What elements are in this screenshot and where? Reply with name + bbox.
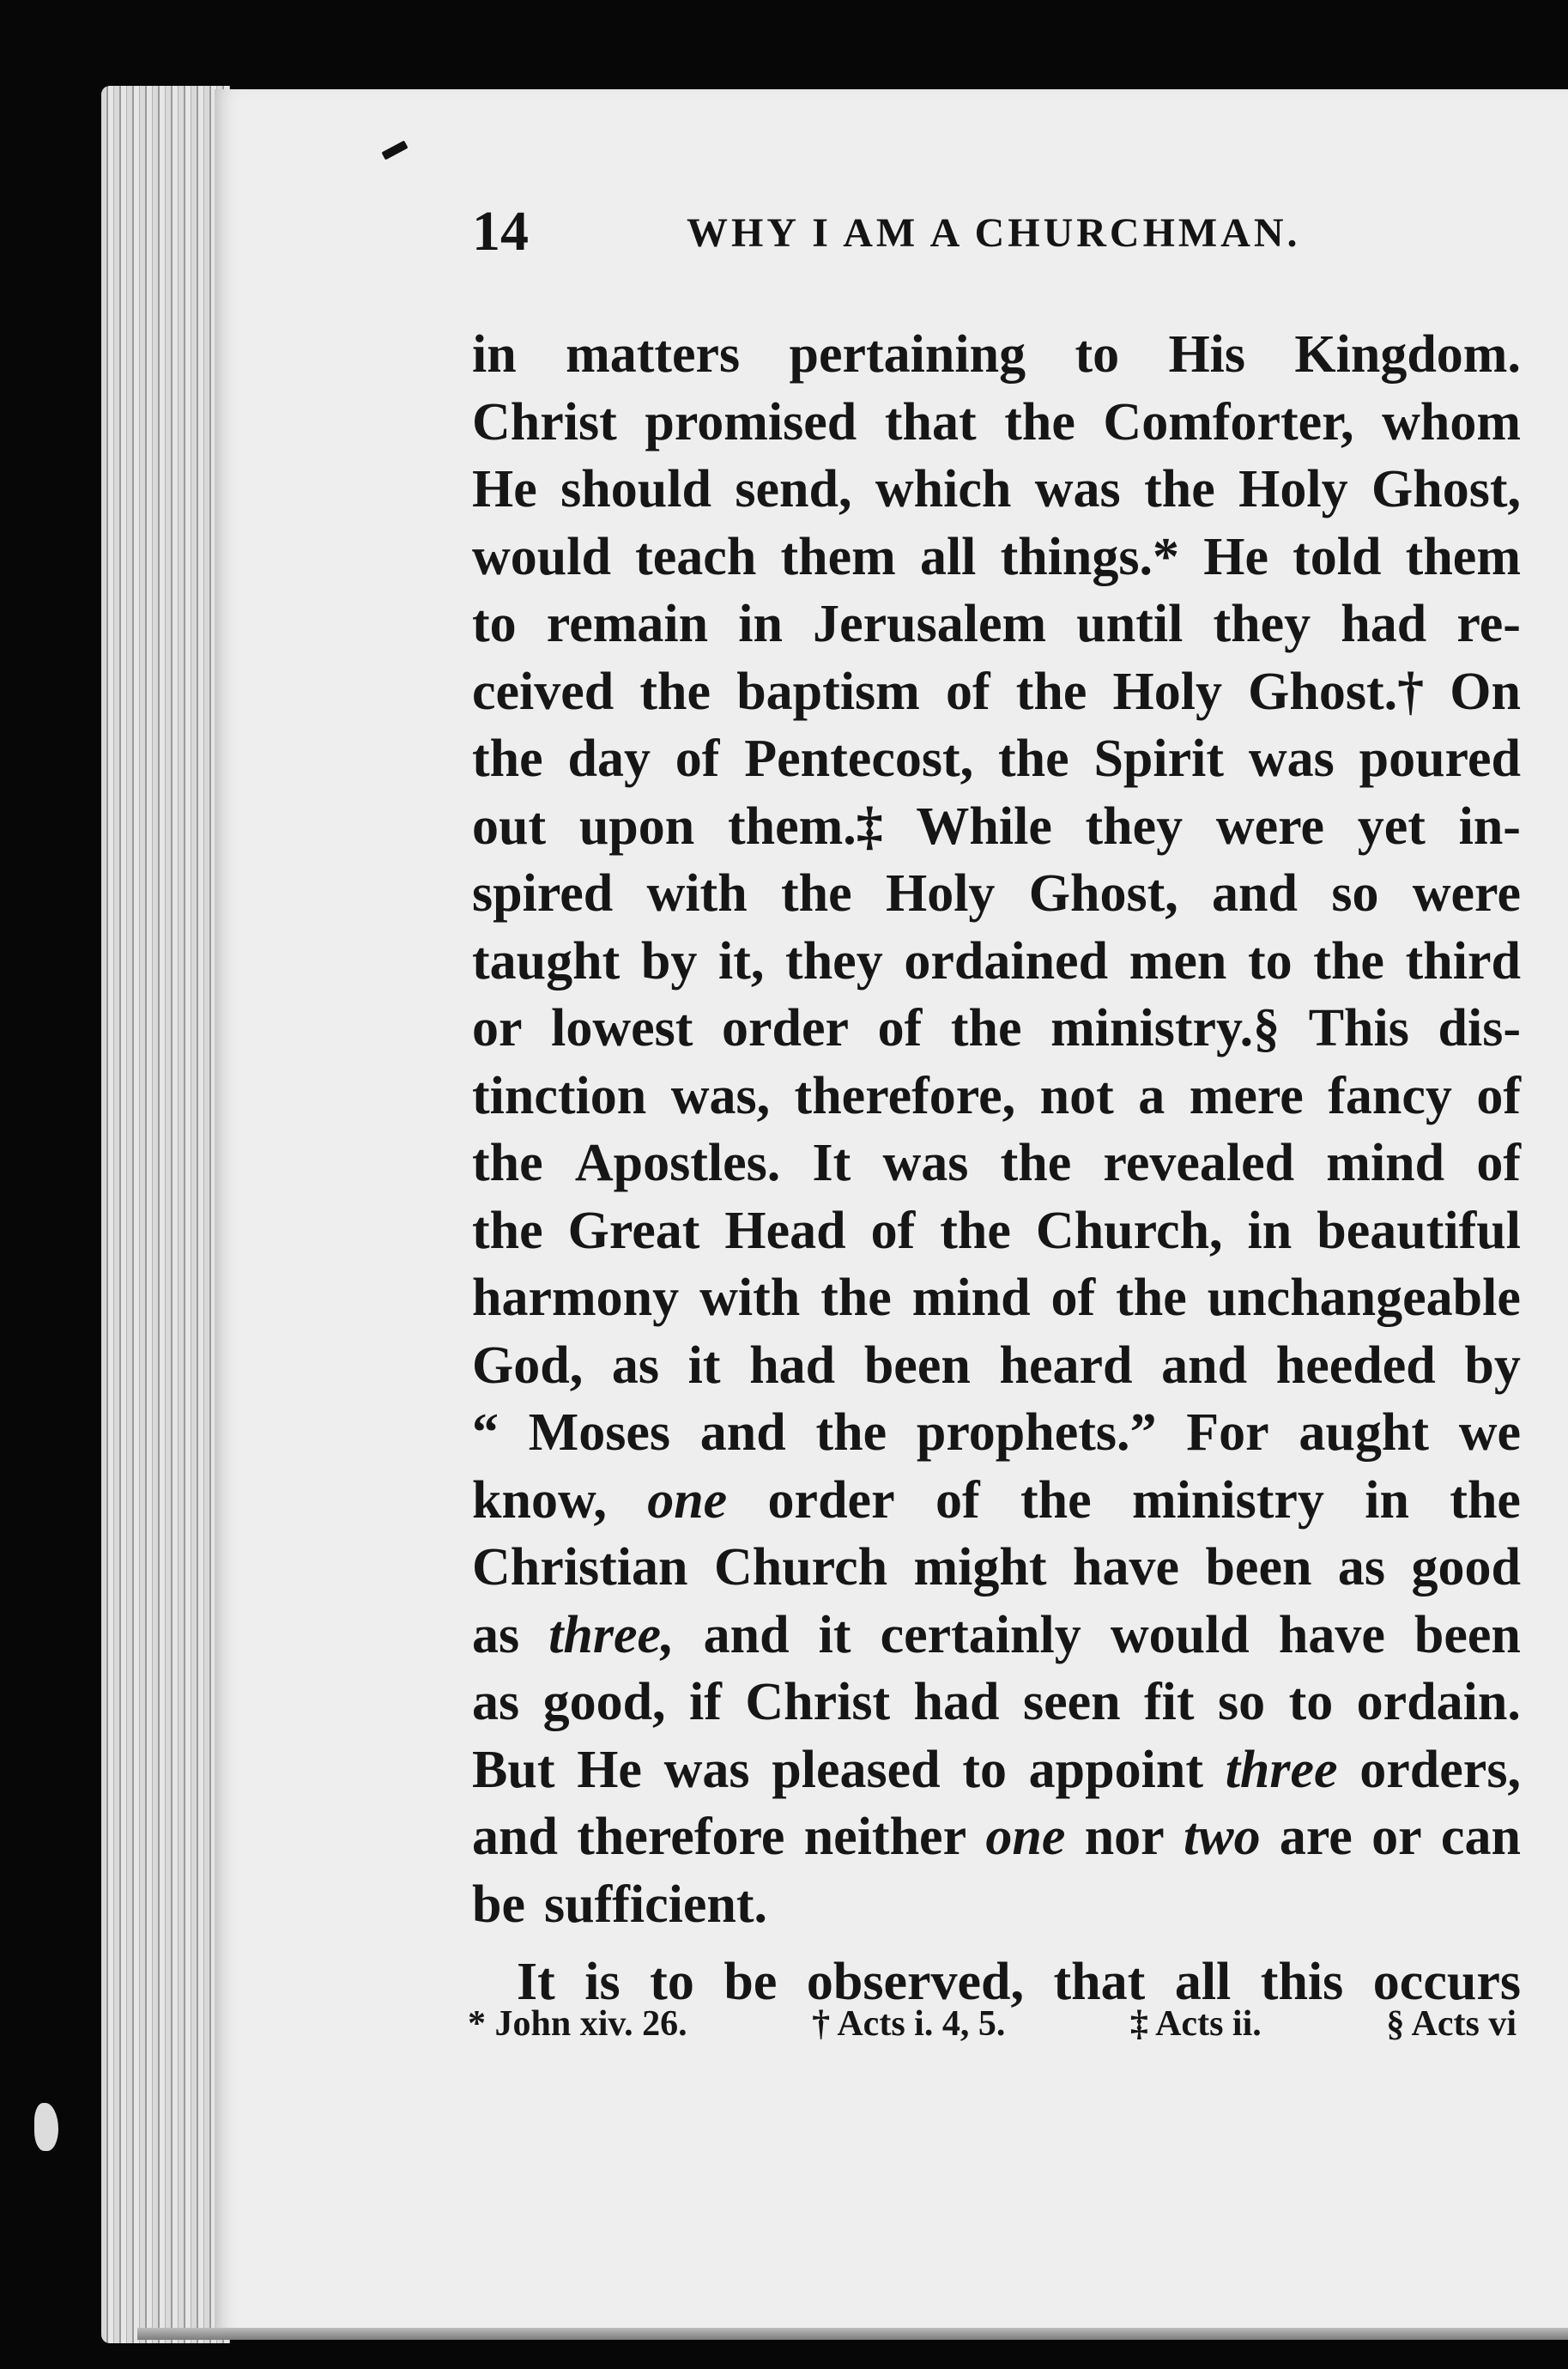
word: this <box>1260 1953 1344 2011</box>
word: Head <box>724 1201 846 1260</box>
word: Pentecost, <box>744 730 974 788</box>
word: had <box>749 1336 836 1395</box>
margin-speck <box>34 2103 58 2151</box>
word: with <box>699 1269 801 1327</box>
word: we <box>1458 1403 1521 1462</box>
word: of <box>945 662 990 721</box>
word: taught <box>472 931 621 991</box>
word: ceived <box>472 662 614 721</box>
word: Ghost, <box>1028 864 1178 923</box>
word: are <box>1279 1808 1353 1866</box>
text-line <box>472 1399 1521 1467</box>
word: the <box>1004 392 1075 451</box>
word: On <box>1450 662 1521 721</box>
word: and <box>472 1808 558 1866</box>
word: re- <box>1456 595 1521 653</box>
word: pleased <box>772 1740 941 1799</box>
word: therefore <box>577 1808 785 1866</box>
word: them.‡ <box>727 797 883 856</box>
word: tinction <box>472 1066 647 1125</box>
word: or <box>472 999 523 1057</box>
text-line <box>472 1467 1521 1535</box>
word: Spirit <box>1093 730 1225 788</box>
text-line <box>472 1736 1521 1804</box>
word: mind <box>911 1269 1031 1327</box>
word: promised <box>645 392 857 451</box>
word: have <box>1278 1605 1385 1664</box>
running-title: WHY I AM A CHURCHMAN. <box>687 210 1301 256</box>
word: matters <box>566 325 741 384</box>
word: in <box>1247 1201 1293 1260</box>
word: day <box>567 730 651 788</box>
word: and <box>703 1605 790 1664</box>
word: was <box>1248 730 1335 788</box>
word: they <box>1085 797 1184 856</box>
word: mind <box>1326 1134 1445 1192</box>
word: so <box>1218 1673 1266 1731</box>
word: of <box>1476 1066 1521 1125</box>
word: and <box>699 1403 786 1462</box>
word: the <box>1313 931 1384 991</box>
word: and <box>1212 864 1298 923</box>
word: Church <box>713 1538 888 1596</box>
word: mere <box>1189 1066 1304 1125</box>
word: Christ <box>745 1673 891 1731</box>
footnote: † Acts i. 4, 5. <box>812 2004 1006 2044</box>
word: the <box>1020 1470 1092 1530</box>
word: order <box>767 1470 895 1530</box>
word: might <box>913 1538 1047 1596</box>
word: seen <box>1022 1673 1121 1731</box>
word: ordained <box>904 931 1109 991</box>
word: Holy <box>1238 460 1348 518</box>
word: one <box>985 1808 1066 1866</box>
word: to <box>962 1740 1007 1799</box>
word: two <box>1183 1808 1261 1866</box>
word: observed, <box>806 1953 1025 2011</box>
word: that <box>884 392 977 451</box>
word: Apostles. <box>574 1134 781 1192</box>
word: Holy <box>1112 662 1222 721</box>
word: not <box>1039 1066 1114 1125</box>
text-line <box>472 793 1521 861</box>
word: until <box>1076 595 1184 653</box>
word: by <box>640 931 698 991</box>
word: Great <box>567 1201 700 1260</box>
text-line <box>472 591 1521 658</box>
word: It <box>812 1134 851 1192</box>
word: the <box>472 1201 543 1260</box>
word: were <box>1412 864 1521 923</box>
word: to <box>1288 1673 1334 1731</box>
word: yet <box>1357 797 1426 856</box>
word: all <box>919 527 977 586</box>
body-text <box>472 321 1521 2016</box>
word: it, <box>718 931 765 991</box>
word: poured <box>1359 730 1521 788</box>
word: For <box>1186 1403 1269 1462</box>
word: Comforter, <box>1103 392 1354 451</box>
text-line <box>472 1669 1521 1736</box>
word: the <box>472 1134 543 1192</box>
text-line <box>472 928 1521 996</box>
word: Ghost, <box>1371 460 1521 518</box>
text-line <box>472 1534 1521 1602</box>
word: nor <box>1084 1808 1165 1866</box>
word: to <box>1248 931 1293 991</box>
word: of <box>1050 1269 1096 1327</box>
word: as <box>1337 1538 1386 1596</box>
word: It <box>517 1953 555 2011</box>
word: should <box>560 460 711 518</box>
word: of <box>870 1201 916 1260</box>
word: would <box>472 527 611 586</box>
word: the <box>1144 460 1215 518</box>
word: told <box>1293 527 1382 586</box>
text-line <box>472 524 1521 591</box>
word: was <box>663 1740 750 1799</box>
word: unchangeable <box>1207 1269 1521 1327</box>
word: if <box>689 1673 722 1731</box>
word: baptism <box>736 662 920 721</box>
text-line <box>472 456 1521 524</box>
word: fancy <box>1328 1066 1452 1125</box>
word: He <box>577 1740 642 1799</box>
word: had <box>1341 595 1427 653</box>
word: so <box>1331 864 1379 923</box>
text-line <box>472 860 1521 928</box>
word: remain <box>546 595 709 653</box>
page-edges <box>101 86 230 2343</box>
text-line <box>472 1332 1521 1400</box>
word: were <box>1215 797 1325 856</box>
word: neither <box>803 1808 967 1866</box>
word: they <box>785 931 883 991</box>
word: by <box>1464 1336 1521 1395</box>
text-line <box>472 995 1521 1063</box>
word: was, <box>670 1066 771 1125</box>
word: have <box>1072 1538 1179 1596</box>
word: certainly <box>880 1605 1081 1664</box>
text-line <box>472 1871 1521 1939</box>
text-line <box>472 1063 1521 1130</box>
word: the <box>1015 662 1087 721</box>
word: He <box>1203 527 1268 586</box>
word: men <box>1129 931 1227 991</box>
word: was <box>882 1134 969 1192</box>
footnote: ‡ Acts ii. <box>1129 2004 1262 2044</box>
word: He <box>472 460 537 518</box>
word: of <box>675 730 720 788</box>
word: aught <box>1299 1403 1429 1462</box>
word: of <box>877 999 923 1057</box>
word: appoint <box>1028 1740 1203 1799</box>
word: occurs <box>1372 1953 1521 2011</box>
word: Kingdom. <box>1294 325 1521 384</box>
word: good <box>1411 1538 1521 1596</box>
word: the <box>1116 1269 1187 1327</box>
word: heard <box>999 1336 1133 1395</box>
word: dis- <box>1438 999 1521 1057</box>
word: teach <box>635 527 757 586</box>
word: While <box>916 797 1052 856</box>
word: in- <box>1458 797 1521 856</box>
word: sufficient. <box>544 1875 768 1934</box>
word: a <box>1138 1066 1165 1125</box>
word: be <box>472 1875 525 1934</box>
word: to <box>472 595 517 653</box>
text-line <box>472 389 1521 457</box>
word: as <box>472 1605 520 1664</box>
word: whom <box>1382 392 1521 451</box>
word: can <box>1440 1808 1521 1866</box>
word: or <box>1371 1808 1422 1866</box>
word: upon <box>578 797 695 856</box>
word: three <box>1225 1740 1338 1799</box>
word: in <box>1365 1470 1409 1530</box>
word: of <box>1476 1134 1521 1192</box>
word: as <box>472 1673 520 1731</box>
word: know, <box>472 1470 607 1530</box>
word: is <box>584 1953 621 2011</box>
text-line <box>472 321 1521 389</box>
word: be <box>723 1953 778 2011</box>
word: been <box>1205 1538 1312 1596</box>
word: them <box>780 527 896 586</box>
page-number: 14 <box>472 200 529 263</box>
word: heeded <box>1275 1336 1436 1395</box>
footnotes <box>468 2003 1517 2045</box>
text-line <box>472 1602 1521 1669</box>
text-line <box>472 1264 1521 1332</box>
page-bottom-edge <box>137 2328 1568 2340</box>
word: was <box>1034 460 1121 518</box>
word: the <box>950 999 1022 1057</box>
word: which <box>875 460 1012 518</box>
word: revealed <box>1103 1134 1295 1192</box>
word: it <box>687 1336 721 1395</box>
word: of <box>935 1470 980 1530</box>
word: prophets.” <box>916 1403 1157 1462</box>
text-line <box>472 1130 1521 1197</box>
word: order <box>722 999 850 1057</box>
word: the <box>781 864 852 923</box>
word: ordain. <box>1356 1673 1521 1731</box>
word: the <box>815 1403 887 1462</box>
word: Christian <box>472 1538 688 1596</box>
word: out <box>472 797 547 856</box>
word: Holy <box>885 864 996 923</box>
word: pertaining <box>789 325 1026 384</box>
word: as <box>611 1336 660 1395</box>
word: orders, <box>1359 1740 1521 1799</box>
word: fit <box>1144 1673 1195 1731</box>
word: His <box>1168 325 1246 384</box>
word: been <box>863 1336 971 1395</box>
word: Moses <box>528 1403 671 1462</box>
footnote: * John xiv. 26. <box>468 2004 687 2044</box>
word: Church, <box>1035 1201 1223 1260</box>
word: send, <box>735 460 852 518</box>
word: This <box>1308 999 1409 1057</box>
word: they <box>1213 595 1311 653</box>
word: one <box>647 1470 728 1530</box>
word: But <box>472 1740 555 1799</box>
word: and <box>1161 1336 1248 1395</box>
word: in <box>472 325 517 384</box>
word: with <box>646 864 748 923</box>
word: Christ <box>472 392 617 451</box>
word: ministry <box>1131 1470 1324 1530</box>
word: to <box>1075 325 1120 384</box>
word: had <box>913 1673 1000 1731</box>
text-line <box>472 1803 1521 1871</box>
word: Jerusalem <box>813 595 1047 653</box>
word: would <box>1110 1605 1250 1664</box>
word: all <box>1174 1953 1232 2011</box>
word: the <box>820 1269 892 1327</box>
word: third <box>1405 931 1521 991</box>
word: in <box>738 595 783 653</box>
word: them <box>1405 527 1521 586</box>
text-line <box>472 1197 1521 1265</box>
word: the <box>639 662 711 721</box>
word: the <box>940 1201 1011 1260</box>
word: ministry.§ <box>1050 999 1280 1057</box>
word: Ghost.† <box>1248 662 1425 721</box>
word: therefore, <box>794 1066 1016 1125</box>
word: the <box>997 730 1069 788</box>
word: good, <box>542 1673 666 1731</box>
word: that <box>1053 1953 1146 2011</box>
word: beautiful <box>1317 1201 1521 1260</box>
word: the <box>472 730 543 788</box>
word: been <box>1414 1605 1521 1664</box>
word: to <box>650 1953 694 2011</box>
word: God, <box>472 1336 584 1395</box>
word: things.* <box>1000 527 1180 586</box>
text-line <box>472 725 1521 793</box>
word: spired <box>472 864 614 923</box>
word: it <box>818 1605 851 1664</box>
footnote: § Acts vi <box>1386 2004 1517 2044</box>
word: “ <box>472 1403 499 1462</box>
word: three, <box>548 1605 675 1664</box>
text-line <box>472 658 1521 726</box>
word: the <box>1000 1134 1072 1192</box>
word: lowest <box>551 999 693 1057</box>
word: harmony <box>472 1269 680 1327</box>
word: the <box>1450 1470 1521 1530</box>
